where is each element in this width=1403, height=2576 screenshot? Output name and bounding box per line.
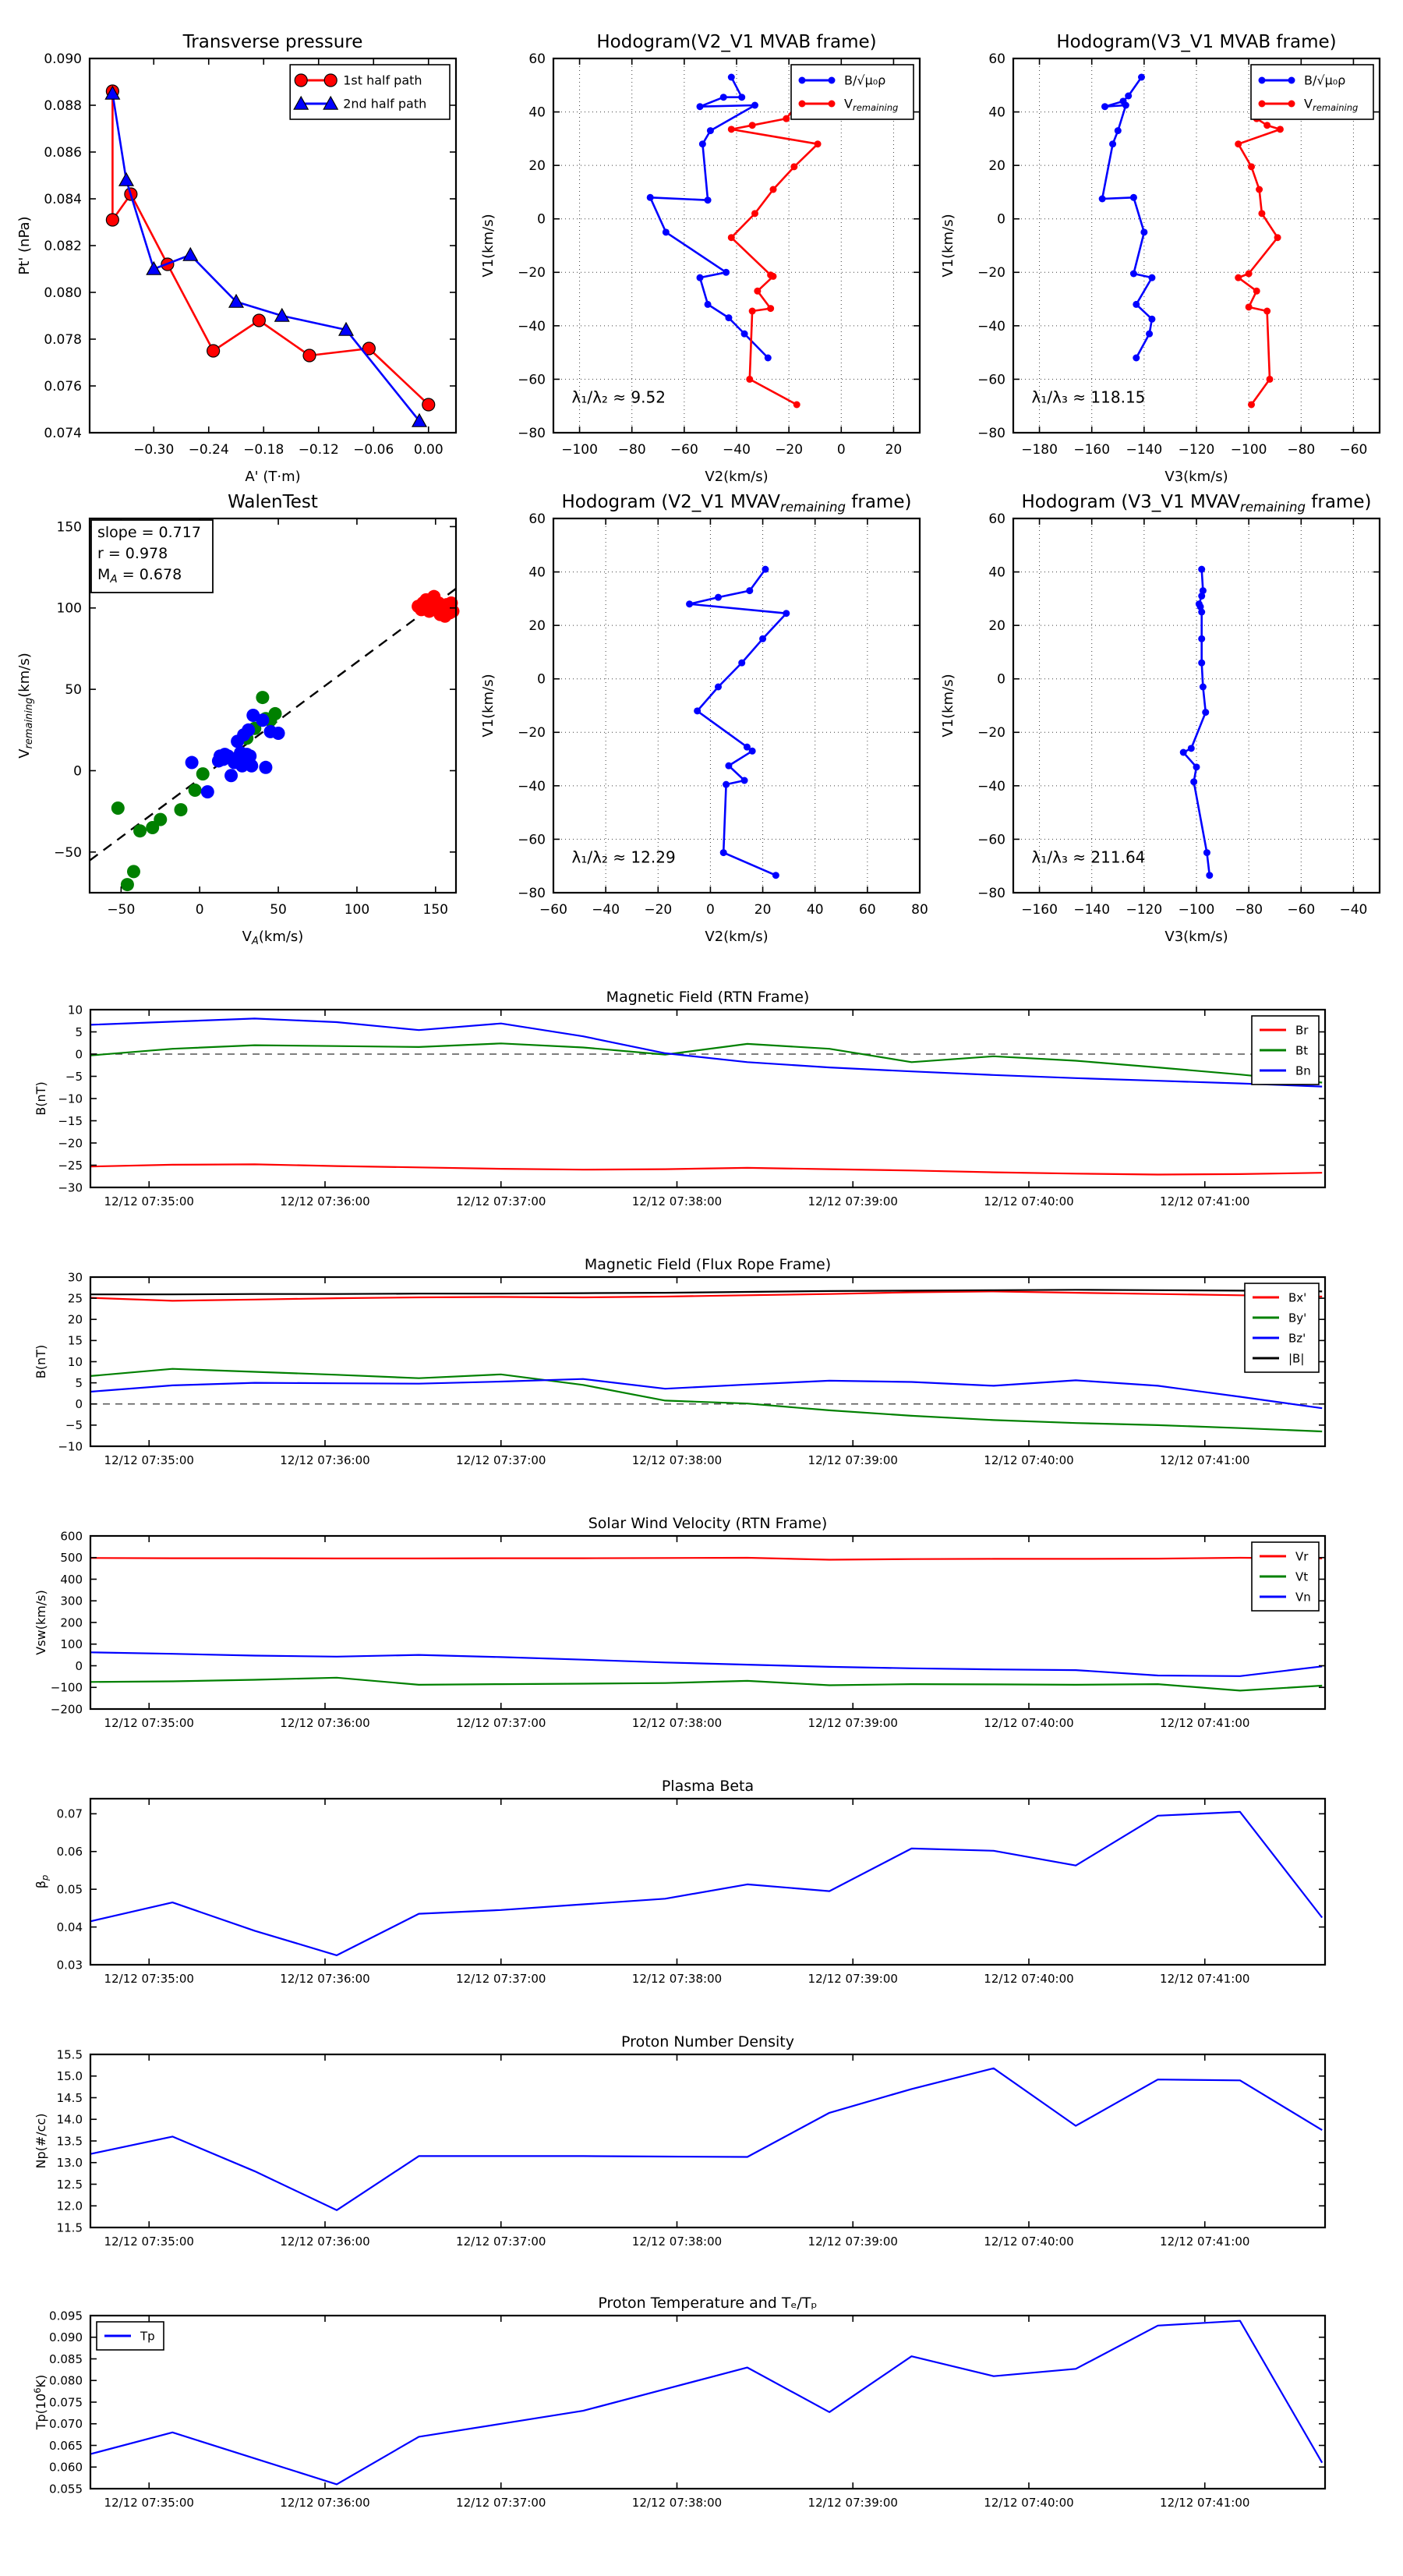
y-tick-label: 14.5: [56, 2090, 83, 2105]
y-tick-label: 0.085: [49, 2351, 83, 2366]
y-axis-label: V1(km/s): [940, 214, 956, 278]
x-tick-label: 100: [344, 902, 370, 918]
y-tick-label: 0.074: [44, 425, 82, 441]
y-tick-label: 20: [528, 618, 546, 635]
legend-label: B/√μ₀ρ: [844, 73, 886, 88]
x-tick-label: 12/12 07:40:00: [984, 1716, 1074, 1730]
y-tick-label: 0: [75, 1047, 83, 1062]
legend-label: Tp: [140, 2329, 155, 2344]
eigenvalue-annotation: λ₁/λ₃ ≈ 211.64: [1031, 847, 1146, 867]
y-tick-label: 40: [528, 104, 546, 121]
y-tick-label: 40: [528, 564, 546, 581]
x-tick-label: 12/12 07:41:00: [1160, 1453, 1250, 1467]
x-tick-label: −100: [561, 442, 598, 458]
x-tick-label: 12/12 07:36:00: [280, 1716, 370, 1730]
legend-label: Vt: [1295, 1569, 1309, 1584]
x-tick-label: −0.06: [353, 442, 394, 458]
y-tick-label: 15.5: [56, 2047, 83, 2062]
y-tick-label: −10: [58, 1092, 83, 1106]
legend-label: |B|: [1288, 1351, 1305, 1366]
y-tick-label: 60: [528, 511, 546, 527]
x-tick-label: 12/12 07:39:00: [808, 1716, 898, 1730]
x-tick-label: 12/12 07:38:00: [631, 1716, 723, 1730]
y-tick-label: 0.090: [44, 51, 82, 67]
x-tick-label: 12/12 07:39:00: [808, 1194, 898, 1208]
x-tick-label: 60: [859, 902, 876, 918]
x-tick-label: 40: [806, 902, 824, 918]
x-tick-label: 12/12 07:35:00: [104, 1972, 194, 1986]
y-tick-label: 100: [60, 1637, 83, 1651]
x-tick-label: 12/12 07:41:00: [1160, 1194, 1250, 1208]
x-tick-label: 12/12 07:38:00: [631, 2496, 723, 2510]
y-tick-label: −60: [977, 372, 1005, 388]
x-tick-label: −20: [775, 442, 804, 458]
y-tick-label: −20: [977, 725, 1005, 741]
legend: [290, 65, 450, 119]
x-tick-label: 12/12 07:35:00: [104, 2496, 194, 2510]
y-tick-label: 0.04: [56, 1920, 83, 1934]
y-tick-label: 0.080: [44, 285, 82, 301]
y-tick-label: −10: [58, 1439, 83, 1454]
y-tick-label: 0.055: [49, 2482, 83, 2496]
legend-label: 1st half path: [343, 73, 422, 88]
y-tick-label: 20: [528, 158, 546, 175]
y-tick-label: 50: [65, 682, 82, 699]
y-tick-label: 15: [67, 1333, 83, 1348]
x-tick-label: 80: [911, 902, 928, 918]
plot-title: Solar Wind Velocity (RTN Frame): [588, 1515, 828, 1532]
y-tick-label: −20: [58, 1136, 83, 1151]
plot-title: Magnetic Field (RTN Frame): [606, 989, 810, 1006]
x-tick-label: 0: [706, 902, 715, 918]
y-tick-label: 10: [67, 1354, 83, 1369]
legend-label: Vn: [1295, 1590, 1311, 1605]
x-tick-label: −140: [1126, 442, 1163, 458]
x-tick-label: 12/12 07:38:00: [631, 1453, 723, 1467]
x-tick-label: −180: [1021, 442, 1058, 458]
y-tick-label: −60: [518, 832, 546, 848]
y-tick-label: −40: [518, 318, 546, 334]
legend-label: Br: [1295, 1023, 1309, 1038]
y-tick-label: −60: [977, 832, 1005, 848]
x-tick-label: 12/12 07:37:00: [456, 1194, 546, 1208]
x-tick-label: −0.12: [298, 442, 339, 458]
x-tick-label: 12/12 07:38:00: [631, 1972, 723, 1986]
x-tick-label: −100: [1178, 902, 1215, 918]
y-tick-label: −5: [65, 1069, 83, 1084]
x-tick-label: −20: [644, 902, 673, 918]
y-tick-label: 12.5: [56, 2177, 83, 2192]
plot-title: Transverse pressure: [182, 32, 363, 52]
plot-title: Plasma Beta: [661, 1778, 755, 1795]
y-axis-label: Pt' (nPa): [16, 216, 33, 275]
y-tick-label: 150: [56, 519, 82, 536]
x-tick-label: 12/12 07:40:00: [984, 2235, 1074, 2249]
y-tick-label: −80: [518, 885, 546, 901]
y-tick-label: −40: [977, 778, 1005, 794]
legend-label: Bn: [1295, 1063, 1311, 1078]
x-tick-label: −40: [592, 902, 620, 918]
x-tick-label: 12/12 07:37:00: [456, 1453, 546, 1467]
x-tick-label: −160: [1021, 902, 1058, 918]
x-axis-label: V3(km/s): [1164, 929, 1228, 945]
x-tick-label: 12/12 07:41:00: [1160, 2496, 1250, 2510]
y-tick-label: 0: [75, 1658, 83, 1673]
y-tick-label: 0.086: [44, 144, 82, 161]
y-tick-label: 0: [997, 671, 1005, 688]
y-axis-label: Vsw(km/s): [34, 1590, 48, 1655]
legend: [1252, 1016, 1319, 1085]
x-tick-label: 12/12 07:35:00: [104, 1716, 194, 1730]
x-tick-label: 12/12 07:41:00: [1160, 1716, 1250, 1730]
legend-label: 2nd half path: [343, 96, 427, 111]
x-tick-label: −80: [1287, 442, 1316, 458]
x-tick-label: 0: [836, 442, 846, 458]
stats-line: slope = 0.717: [97, 524, 201, 541]
x-tick-label: 12/12 07:35:00: [104, 1453, 194, 1467]
x-tick-label: 12/12 07:40:00: [984, 1972, 1074, 1986]
legend-label: B/√μ₀ρ: [1304, 73, 1346, 88]
y-tick-label: 0.070: [49, 2417, 83, 2431]
y-tick-label: 0.095: [49, 2309, 83, 2323]
y-tick-label: 0.07: [56, 1806, 83, 1821]
y-tick-label: 60: [988, 51, 1005, 67]
x-tick-label: −60: [1339, 442, 1368, 458]
x-tick-label: 20: [885, 442, 903, 458]
y-tick-label: 5: [75, 1375, 83, 1390]
plot-title: Proton Temperature and Tₑ/Tₚ: [598, 2295, 818, 2312]
x-tick-label: −0.30: [133, 442, 175, 458]
x-tick-label: 12/12 07:36:00: [280, 2235, 370, 2249]
y-tick-label: 0.080: [49, 2373, 83, 2388]
x-tick-label: −100: [1230, 442, 1267, 458]
x-axis-label: V2(km/s): [705, 469, 769, 485]
y-tick-label: 200: [60, 1615, 83, 1630]
plot-title: Hodogram(V2_V1 MVAB frame): [596, 32, 877, 52]
y-tick-label: 13.5: [56, 2134, 83, 2149]
y-tick-label: −80: [977, 425, 1005, 441]
y-tick-label: 0: [75, 1397, 83, 1411]
plot-title: Hodogram (V3_V1 $MVAV_{remaining}$ frame): [1021, 492, 1372, 515]
y-tick-label: −5: [65, 1418, 83, 1433]
x-axis-label: $V_A(km/s)$: [242, 929, 304, 947]
y-tick-label: −40: [518, 778, 546, 794]
y-tick-label: 0: [537, 211, 546, 228]
x-tick-label: 12/12 07:35:00: [104, 1194, 194, 1208]
plot-title: Hodogram (V2_V1 $MVAV_{remaining}$ frame): [561, 492, 912, 515]
y-tick-label: 600: [60, 1529, 83, 1544]
legend-label: Vr: [1295, 1549, 1309, 1564]
x-tick-label: 12/12 07:38:00: [631, 2235, 723, 2249]
plot-title: Magnetic Field (Flux Rope Frame): [584, 1256, 832, 1273]
x-tick-label: 0.00: [413, 442, 444, 458]
x-tick-label: −160: [1073, 442, 1111, 458]
x-tick-label: −60: [539, 902, 567, 918]
y-tick-label: 0.065: [49, 2438, 83, 2453]
y-tick-label: −15: [58, 1113, 83, 1128]
y-tick-label: 0.05: [56, 1882, 83, 1897]
y-tick-label: 0.03: [56, 1958, 83, 1973]
x-tick-label: 12/12 07:40:00: [984, 2496, 1074, 2510]
x-axis-label: A' (T·m): [245, 469, 301, 485]
y-axis-label: V1(km/s): [480, 214, 497, 278]
y-tick-label: 60: [528, 51, 546, 67]
x-tick-label: 12/12 07:40:00: [984, 1453, 1074, 1467]
y-tick-label: 14.0: [56, 2112, 83, 2127]
y-tick-label: −80: [977, 885, 1005, 901]
y-axis-label: B(nT): [34, 1081, 48, 1116]
y-tick-label: 0.082: [44, 238, 82, 254]
y-tick-label: 12.0: [56, 2199, 83, 2213]
x-tick-label: −0.24: [188, 442, 229, 458]
x-tick-label: −0.18: [243, 442, 284, 458]
y-tick-label: 0: [537, 671, 546, 688]
y-axis-label: V1(km/s): [940, 674, 956, 738]
legend-label: Bt: [1295, 1043, 1309, 1058]
y-tick-label: −50: [54, 844, 82, 861]
y-tick-label: 13.0: [56, 2156, 83, 2170]
y-tick-label: 0: [997, 211, 1005, 228]
y-tick-label: 0.078: [44, 331, 82, 348]
legend: [791, 65, 914, 119]
x-tick-label: −60: [670, 442, 698, 458]
x-tick-label: 12/12 07:41:00: [1160, 2235, 1250, 2249]
x-tick-label: −120: [1178, 442, 1215, 458]
y-tick-label: 300: [60, 1594, 83, 1608]
x-tick-label: −60: [1287, 902, 1316, 918]
y-tick-label: 400: [60, 1572, 83, 1587]
x-tick-label: 12/12 07:41:00: [1160, 1972, 1250, 1986]
y-axis-label: Np(#/cc): [34, 2113, 48, 2169]
x-tick-label: 12/12 07:37:00: [456, 2235, 546, 2249]
y-tick-label: 100: [56, 600, 82, 617]
y-tick-label: −40: [977, 318, 1005, 334]
x-tick-label: 12/12 07:37:00: [456, 1716, 546, 1730]
y-tick-label: −60: [518, 372, 546, 388]
y-tick-label: 0: [73, 763, 82, 780]
y-tick-label: 0.088: [44, 97, 82, 114]
x-tick-label: 12/12 07:37:00: [456, 1972, 546, 1986]
x-tick-label: 12/12 07:36:00: [280, 1194, 370, 1208]
y-tick-label: 500: [60, 1551, 83, 1565]
x-tick-label: 12/12 07:39:00: [808, 2496, 898, 2510]
y-tick-label: −100: [50, 1680, 83, 1695]
x-tick-label: 12/12 07:39:00: [808, 2235, 898, 2249]
stats-box: [91, 520, 213, 593]
x-tick-label: 12/12 07:39:00: [808, 1453, 898, 1467]
y-tick-label: −20: [518, 265, 546, 281]
y-tick-label: 10: [67, 1003, 83, 1017]
y-tick-label: 5: [75, 1024, 83, 1039]
x-tick-label: −40: [723, 442, 751, 458]
x-tick-label: −80: [1235, 902, 1263, 918]
plot-title: Hodogram(V3_V1 MVAB frame): [1056, 32, 1337, 52]
y-tick-label: 60: [988, 511, 1005, 527]
y-axis-label: V1(km/s): [480, 674, 497, 738]
legend-label: Bx': [1288, 1290, 1307, 1305]
x-tick-label: 12/12 07:36:00: [280, 1453, 370, 1467]
x-tick-label: 0: [195, 902, 204, 918]
y-tick-label: 20: [67, 1312, 83, 1327]
x-tick-label: 12/12 07:35:00: [104, 2235, 194, 2249]
y-tick-label: 0.090: [49, 2330, 83, 2344]
plot-title: Proton Number Density: [621, 2033, 794, 2051]
x-tick-label: 12/12 07:36:00: [280, 2496, 370, 2510]
x-tick-label: 20: [754, 902, 772, 918]
plot-title: WalenTest: [228, 492, 318, 512]
x-tick-label: 12/12 07:38:00: [631, 1194, 723, 1208]
x-tick-label: 12/12 07:36:00: [280, 1972, 370, 1986]
legend: [97, 2322, 164, 2350]
legend: [1251, 65, 1373, 119]
legend-label: $V_{remaining}$: [1304, 96, 1359, 114]
y-tick-label: 15.0: [56, 2069, 83, 2083]
eigenvalue-annotation: λ₁/λ₃ ≈ 118.15: [1031, 387, 1146, 407]
legend-label: Bz': [1288, 1331, 1306, 1346]
y-axis-label: $Tp(10^6K)$: [31, 2374, 48, 2430]
y-tick-label: 11.5: [56, 2220, 83, 2235]
stats-line: r = 0.978: [97, 545, 168, 562]
x-tick-label: −80: [617, 442, 646, 458]
x-tick-label: −140: [1073, 902, 1111, 918]
x-axis-label: V3(km/s): [1164, 469, 1228, 485]
y-tick-label: 30: [67, 1270, 83, 1285]
stats-line: $M_A = 0.678$: [97, 566, 182, 586]
y-tick-label: 20: [988, 158, 1005, 175]
y-tick-label: 0.076: [44, 378, 82, 395]
y-tick-label: 0.06: [56, 1845, 83, 1859]
y-tick-label: −30: [58, 1180, 83, 1195]
x-tick-label: −120: [1126, 902, 1163, 918]
y-tick-label: 0.060: [49, 2460, 83, 2475]
y-tick-label: −25: [58, 1158, 83, 1173]
x-tick-label: −50: [107, 902, 136, 918]
y-tick-label: 25: [67, 1291, 83, 1306]
y-tick-label: 20: [988, 618, 1005, 635]
x-tick-label: 12/12 07:40:00: [984, 1194, 1074, 1208]
y-tick-label: −80: [518, 425, 546, 441]
legend-label: $V_{remaining}$: [844, 96, 899, 114]
y-tick-label: 0.075: [49, 2395, 83, 2410]
x-axis-label: V2(km/s): [705, 929, 769, 945]
x-tick-label: −40: [1339, 902, 1368, 918]
y-tick-label: −20: [977, 265, 1005, 281]
legend: [1245, 1283, 1319, 1372]
y-tick-label: −20: [518, 725, 546, 741]
y-axis-label: $\beta_p$: [34, 1874, 51, 1889]
y-axis-label: $V_{remaining}(km/s)$: [16, 653, 35, 759]
x-tick-label: 12/12 07:37:00: [456, 2496, 546, 2510]
x-tick-label: 150: [422, 902, 449, 918]
eigenvalue-annotation: λ₁/λ₂ ≈ 9.52: [571, 387, 666, 407]
x-tick-label: 50: [270, 902, 287, 918]
y-tick-label: −200: [50, 1702, 83, 1717]
legend-label: By': [1288, 1311, 1307, 1325]
y-tick-label: 0.084: [44, 191, 82, 207]
y-tick-label: 40: [988, 564, 1005, 581]
legend: [1252, 1542, 1319, 1611]
y-axis-label: B(nT): [34, 1344, 48, 1379]
eigenvalue-annotation: λ₁/λ₂ ≈ 12.29: [571, 847, 676, 867]
y-tick-label: 40: [988, 104, 1005, 121]
x-tick-label: 12/12 07:39:00: [808, 1972, 898, 1986]
